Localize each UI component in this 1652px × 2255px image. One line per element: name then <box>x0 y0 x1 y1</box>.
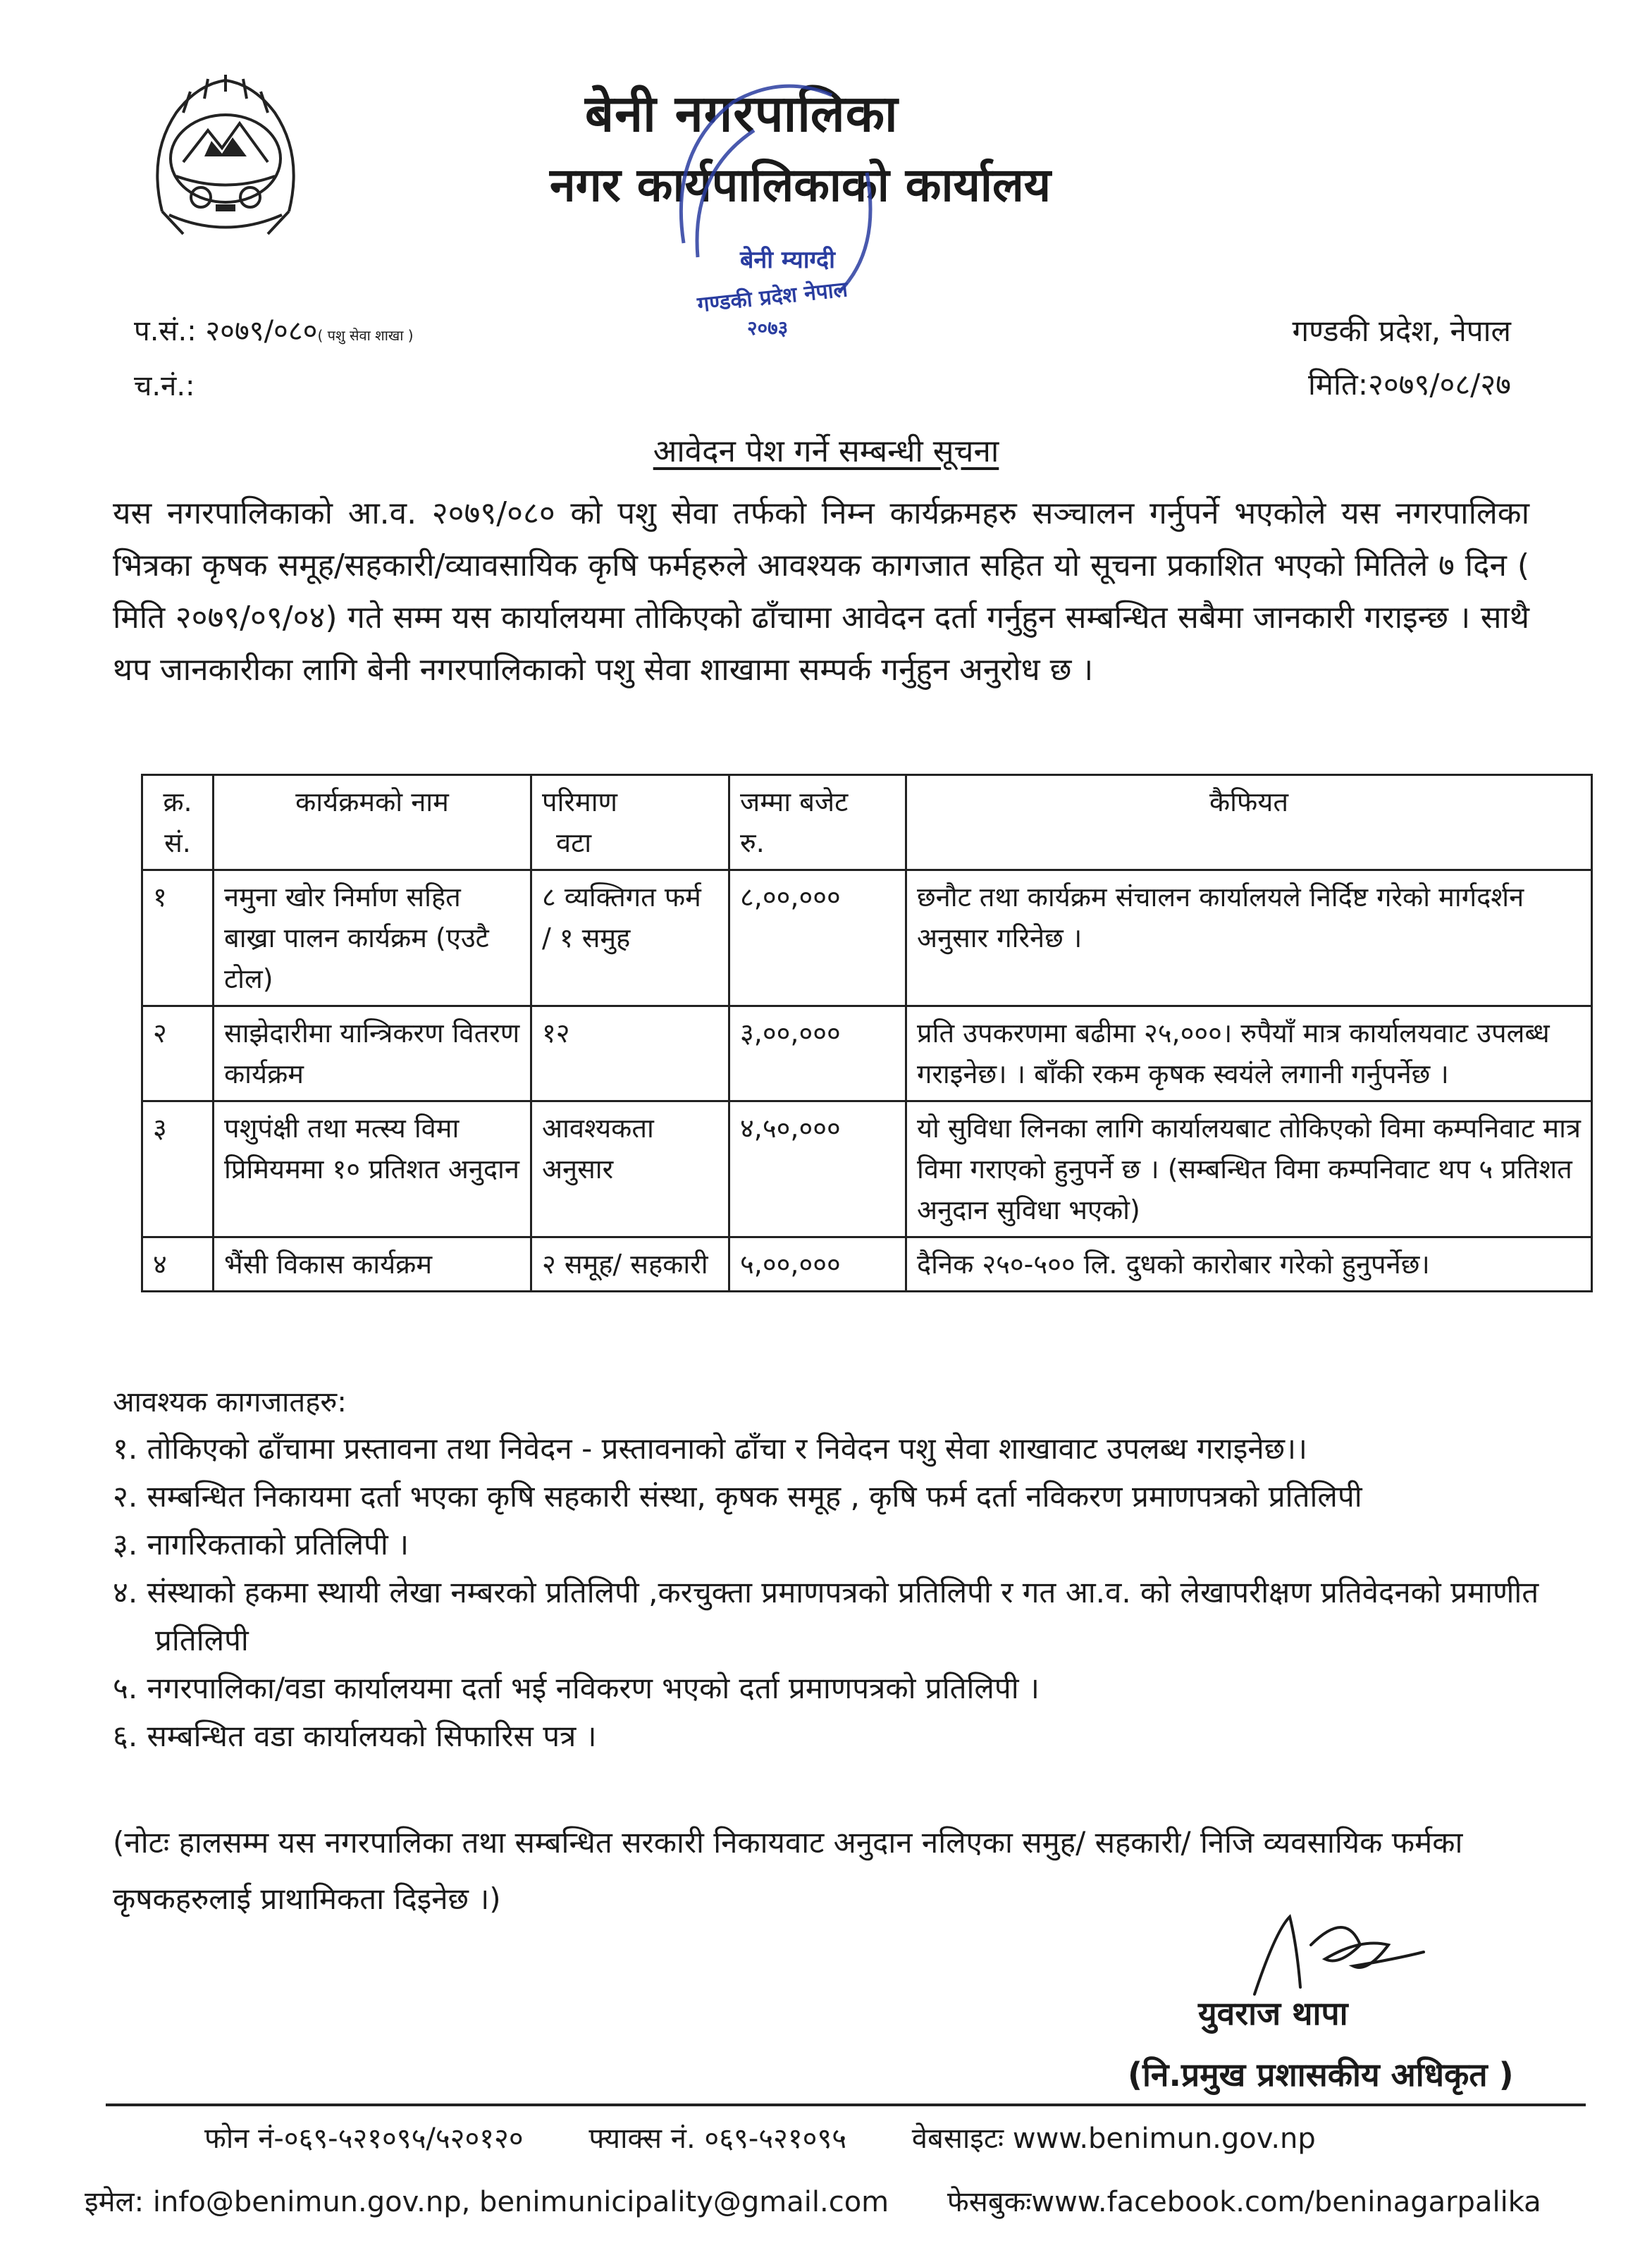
row-program-name: नमुना खोर निर्माण सहित बाख्रा पालन कार्यक्रम (एउटै टोल) <box>214 870 531 1006</box>
row-quantity: ८ व्यक्तिगत फर्म / १ समुह <box>531 870 729 1006</box>
table-row <box>142 1101 1592 1237</box>
footer-phone: फोन नं-०६९-५२१०९५/५२०१२० <box>204 2123 524 2155</box>
row-program-name: भैंसी विकास कार्यक्रम <box>214 1237 531 1292</box>
notice-date: मिति:२०७९/०८/२७ <box>1308 367 1511 402</box>
reference-number-text: प.सं.: २०७९/०८० <box>134 315 318 347</box>
header-sn-line2: सं. <box>164 827 191 858</box>
row-remarks: छनौट तथा कार्यक्रम संचालन कार्यालयले निर्दिष्ट गरेको मार्गदर्शन अनुसार गरिनेछ । <box>906 870 1592 1006</box>
row-quantity: २ समूह/ सहकारी <box>531 1237 729 1292</box>
reference-number <box>134 310 414 349</box>
org-name: बेनी नगरपालिका <box>585 84 899 143</box>
row-remarks: यो सुविधा लिनका लागि कार्यालयबाट तोकिएको विमा कम्पनिवाट मात्र विमा गराएको हुनुपर्ने छ । (सम्बन्धित विमा कम्पनिवाट थप ५ प्रतिशत अनुदान सुविधा भएको) <box>906 1101 1592 1237</box>
row-budget: ८,००,००० <box>729 870 906 1006</box>
footer-divider <box>106 2103 1586 2106</box>
signer-title: (नि.प्रमुख प्रशासकीय अधिकृत ) <box>1128 2056 1514 2094</box>
list-item: ५. नगरपालिका/वडा कार्यालयमा दर्ता भई नविकरण भएको दर्ता प्रमाणपत्रको प्रतिलिपी । <box>113 1671 1040 1705</box>
nepal-emblem-icon <box>134 70 317 247</box>
reference-branch: ( पशु सेवा शाखा ) <box>317 327 414 344</box>
row-program-name: पशुपंक्षी तथा मत्स्य विमा प्रिमियममा १० प्रतिशत अनुदान <box>214 1101 531 1237</box>
footer-facebook[interactable]: फेसबुकःwww.facebook.com/beninagarpalika <box>947 2186 1541 2218</box>
header-qty-line2: वटा <box>556 827 592 858</box>
row-remarks: प्रति उपकरणमा बढीमा २५,०००। रुपैयाँ मात्र कार्यालयवाट उपलब्ध गराइनेछ। । बाँकी रकम कृषक स्वयंले लगानी गर्नुपर्नेछ । <box>906 1006 1592 1101</box>
row-budget: ४,५०,००० <box>729 1101 906 1237</box>
table-row <box>142 1237 1592 1292</box>
list-item: ४. संस्थाको हकमा स्थायी लेखा नम्बरको प्रतिलिपी ,करचुक्ता प्रमाणपत्रको प्रतिलिपी र गत आ.व. को लेखापरीक्षण प्रतिवेदनको प्रमाणीत प्रतिलिपी <box>113 1575 1539 1657</box>
row-sn: १ <box>142 870 214 1006</box>
footer-online-line <box>85 2181 1591 2220</box>
table-row <box>142 870 1592 1006</box>
table-header-row <box>142 775 1592 870</box>
priority-note: (नोटः हालसम्म यस नगरपालिका तथा सम्बन्धित सरकारी निकायवाट अनुदान नलिएका समुह/ सहकारी/ निजि व्यवसायिक फर्मका कृषकहरुलाई प्राथामिकता दिइनेछ ।) <box>113 1825 1463 1916</box>
office-name: नगर कार्यपालिकाको कार्यालय <box>550 158 1051 212</box>
notice-subject-text: आवेदन पेश गर्ने सम्बन्धी सूचना <box>653 433 999 469</box>
header-remarks: कैफियत <box>906 775 1592 870</box>
dispatch-number: च.नं.: <box>134 370 195 402</box>
footer-website[interactable]: वेबसाइटः www.benimun.gov.np <box>911 2123 1316 2155</box>
header-sn <box>142 775 214 870</box>
list-item: २. सम्बन्धित निकायमा दर्ता भएका कृषि सहकारी संस्था, कृषक समूह , कृषि फर्म दर्ता नविकरण प्रमाणपत्रको प्रतिलिपी <box>113 1479 1362 1514</box>
row-quantity: १२ <box>531 1006 729 1101</box>
row-sn: ४ <box>142 1237 214 1292</box>
signer-name: युवराज थापा <box>1198 1994 1348 2032</box>
row-budget: ३,००,००० <box>729 1006 906 1101</box>
footer-fax: फ्याक्स नं. ०६९-५२१०९५ <box>588 2123 847 2155</box>
row-sn: ३ <box>142 1101 214 1237</box>
row-budget: ५,००,००० <box>729 1237 906 1292</box>
row-sn: २ <box>142 1006 214 1101</box>
notice-body: यस नगरपालिकाको आ.व. २०७९/०८० को पशु सेवा तर्फको निम्न कार्यक्रमहरु सञ्चालन गर्नुपर्ने भएकोले यस नगरपालिका भित्रका कृषक समूह/सहकारी/व्यावसायिक कृषि फर्महरुले आवश्यक कागजात सहित यो सूचना प्रकाशित भएको मितिले ७ दिन ( मिति २०७९/०९/०४) गते सम्म यस कार्यालयमा तोकिएको ढाँचामा आवेदन दर्ता गर्नुहुन सम्बन्धित सबैमा जानकारी गराइन्छ । साथै थप जानकारीका लागि बेनी नगरपालिकाको पशु सेवा शाखामा सम्पर्क गर्नुहुन अनुरोध छ । <box>113 495 1529 688</box>
list-item: १. तोकिएको ढाँचामा प्रस्तावना तथा निवेदन - प्रस्तावनाको ढाँचा र निवेदन पशु सेवा शाखावाट उपलब्ध गराइनेछ।। <box>113 1431 1307 1466</box>
footer-contact-line <box>204 2118 1372 2156</box>
header-budget <box>729 775 906 870</box>
footer-email[interactable]: इमेल: info@benimun.gov.np, benimunicipality@gmail.com <box>85 2186 889 2218</box>
row-quantity: आवश्यकता अनुसार <box>531 1101 729 1237</box>
province-label: गण्डकी प्रदेश, नेपाल <box>1292 314 1511 348</box>
header-budget-line1: जम्मा बजेट <box>740 786 849 817</box>
stamp-line3: २०७३ <box>747 316 789 340</box>
documents-heading: आवश्यक कागजातहरु: <box>113 1386 347 1419</box>
notice-subject <box>0 428 1652 471</box>
stamp-line2: गण्डकी प्रदेश नेपाल <box>696 277 849 318</box>
header-sn-line1: क्र. <box>163 786 192 817</box>
header-qty <box>531 775 729 870</box>
row-remarks: दैनिक २५०-५०० लि. दुधको कारोबार गरेको हुनुपर्नेछ। <box>906 1237 1592 1292</box>
program-table <box>141 774 1593 1292</box>
list-item: ३. नागरिकताको प्रतिलिपी । <box>113 1527 409 1562</box>
header-qty-line1: परिमाण <box>542 786 618 817</box>
stamp-line1: बेनी म्याग्दी <box>740 246 835 274</box>
row-program-name: साझेदारीमा यान्त्रिकरण वितरण कार्यक्रम <box>214 1006 531 1101</box>
header-name: कार्यक्रमको नाम <box>214 775 531 870</box>
header-budget-line2: रु. <box>740 827 765 858</box>
table-row <box>142 1006 1592 1101</box>
list-item: ६. सम्बन्धित वडा कार्यालयको सिफारिस पत्र । <box>113 1719 597 1753</box>
documents-list <box>113 1425 1551 1760</box>
